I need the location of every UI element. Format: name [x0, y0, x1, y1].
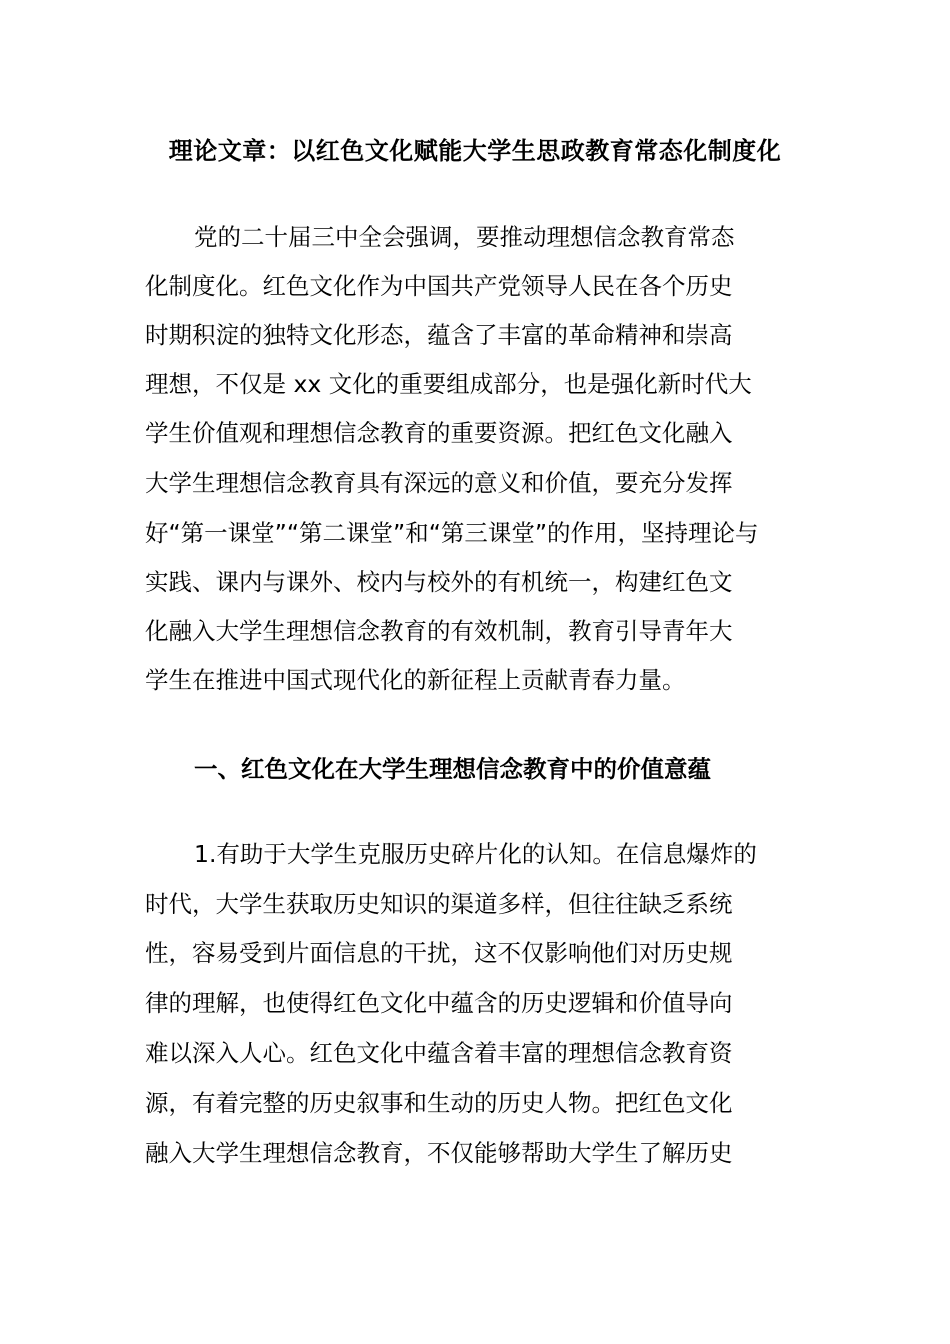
- paragraph-line: 大学生理想信念教育具有深远的意义和价值，要充分发挥: [145, 469, 733, 497]
- paragraph-line: 化制度化。红色文化作为中国共产党领导人民在各个历史: [145, 272, 733, 300]
- paragraph-line: 时期积淀的独特文化形态，蕴含了丰富的革命精神和崇高: [145, 321, 733, 349]
- paragraph-line: 融入大学生理想信念教育，不仅能够帮助大学生了解历史: [145, 1139, 733, 1167]
- paragraph-line: 理想，不仅是 xx 文化的重要组成部分，也是强化新时代大: [145, 370, 752, 398]
- document-title: 理论文章：以红色文化赋能大学生思政教育常态化制度化: [168, 137, 782, 165]
- paragraph-line: 1.有助于大学生克服历史碎片化的认知。在信息爆炸的: [194, 840, 757, 868]
- section-heading: 一、红色文化在大学生理想信念教育中的价值意蕴: [194, 755, 711, 783]
- paragraph-line: 党的二十届三中全会强调，要推动理想信念教育常态: [194, 223, 735, 251]
- paragraph-line: 学生在推进中国式现代化的新征程上贡献青春力量。: [145, 666, 686, 694]
- paragraph-line: 源，有着完整的历史叙事和生动的历史人物。把红色文化: [145, 1089, 733, 1117]
- paragraph-line: 化融入大学生理想信念教育的有效机制，教育引导青年大: [145, 617, 733, 645]
- paragraph-line: 好“第一课堂”“第二课堂”和“第三课堂”的作用，坚持理论与: [145, 519, 759, 547]
- paragraph-line: 性，容易受到片面信息的干扰，这不仅影响他们对历史规: [145, 939, 733, 967]
- paragraph-line: 学生价值观和理想信念教育的重要资源。把红色文化融入: [145, 419, 733, 447]
- paragraph-line: 律的理解，也使得红色文化中蕴含的历史逻辑和价值导向: [145, 989, 733, 1017]
- paragraph-line: 难以深入人心。红色文化中蕴含着丰富的理想信念教育资: [145, 1039, 733, 1067]
- paragraph-line: 实践、课内与课外、校内与校外的有机统一，构建红色文: [145, 568, 733, 596]
- paragraph-line: 时代，大学生获取历史知识的渠道多样，但往往缺乏系统: [145, 890, 733, 918]
